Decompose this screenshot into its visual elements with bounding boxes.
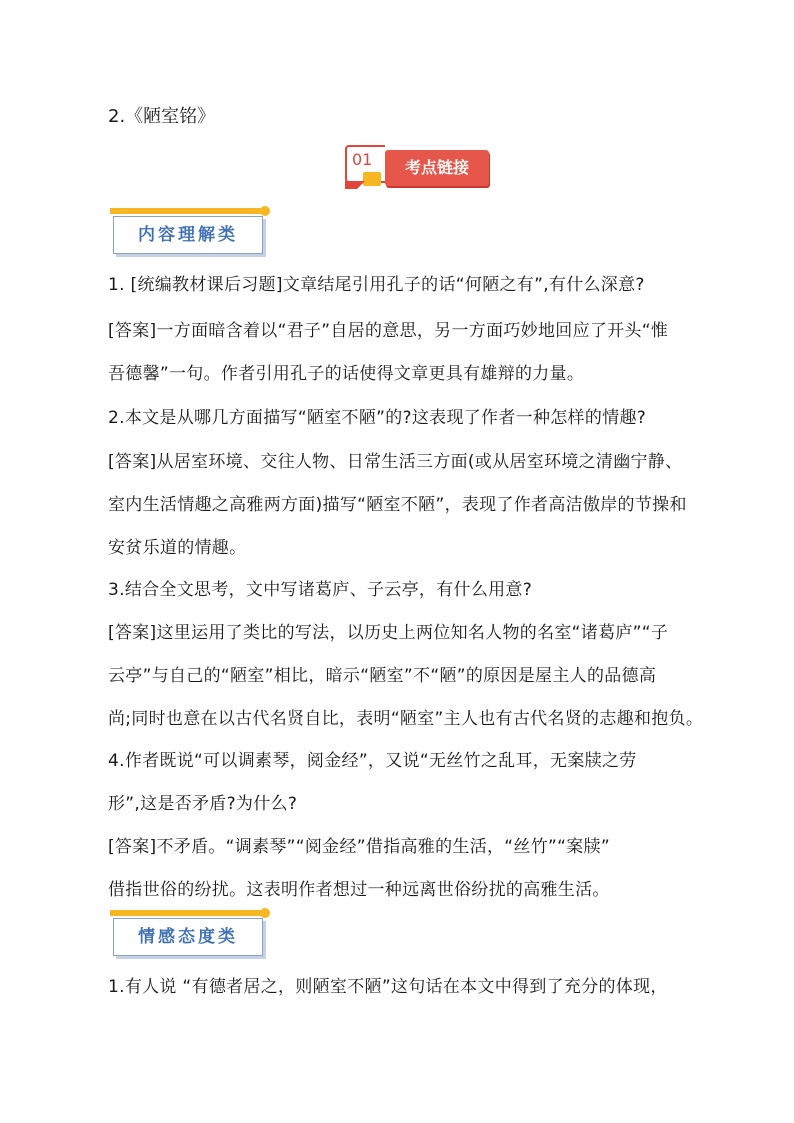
answer-4: [108, 826, 728, 912]
text-line: 3.结合全文思考，文中写诸葛庐、子云亭，有什么用意?: [108, 580, 533, 600]
question-4: [108, 740, 728, 826]
answer-1: [108, 310, 728, 396]
answer-3: [108, 612, 728, 741]
heading-label: 情感态度类: [138, 927, 238, 947]
badge-number: 01: [352, 150, 373, 169]
badge-label-box: [385, 150, 489, 186]
text-line: 1.有人说 “有德者居之，则陋室不陋”这句话在本文中得到了充分的体现，: [108, 977, 668, 997]
badge-tick-decoration: [363, 172, 381, 186]
heading-box: [113, 918, 263, 956]
text-line: 形”,这是否矛盾?为什么?: [108, 794, 298, 814]
heading-top-bar: [110, 910, 262, 916]
document-title: 2.《陋室铭》: [108, 106, 216, 127]
text-line: [答案]从居室环境、交往人物、日常生活三方面(或从居室环境之清幽宁静、: [108, 452, 683, 472]
text-line: 安贫乐道的情趣。: [108, 538, 247, 558]
emotion-question-1: [108, 966, 728, 1009]
heading-top-bar: [110, 208, 262, 214]
heading-label: 内容理解类: [138, 225, 238, 245]
text-line: 1. [统编教材课后习题]文章结尾引用孔子的话“何陋之有”,有什么深意?: [108, 275, 645, 295]
text-line: 吾德馨”一句。作者引用孔子的话使得文章更具有雄辩的力量。: [108, 364, 585, 384]
section-badge: [343, 143, 491, 195]
text-line: 云亭”与自己的“陋室”相比，暗示“陋室”不“陋”的原因是屋主人的品德高: [108, 666, 657, 686]
text-line: [答案]一方面暗含着以“君子”自居的意思，另一方面巧妙地回应了开头“惟: [108, 321, 669, 341]
text-line: 借指世俗的纷扰。这表明作者想过一种远离世俗纷扰的高雅生活。: [108, 880, 610, 900]
answer-2: [108, 441, 728, 570]
text-line: 2.本文是从哪几方面描写“陋室不陋”的?这表现了作者一种怎样的情趣?: [108, 408, 647, 428]
heading-dot: [260, 206, 270, 216]
heading-box: [113, 216, 263, 254]
section-heading-emotional-attitude: [110, 910, 270, 960]
text-line: [答案]不矛盾。“调素琴”“阅金经”借指高雅的生活，“丝竹”“案牍”: [108, 837, 610, 857]
section-heading-content-understanding: [110, 208, 270, 258]
text-line: 室内生活情趣之高雅两方面)描写“陋室不陋”，表现了作者高洁傲岸的节操和: [108, 495, 687, 515]
question-1: [108, 264, 728, 307]
text-line: 4.作者既说“可以调素琴，阅金经”，又说“无丝竹之乱耳，无案牍之劳: [108, 751, 637, 771]
question-3: [108, 569, 728, 612]
text-line: 尚;同时也意在以古代名贤自比，表明“陋室”主人也有古代名贤的志趣和抱负。: [108, 709, 704, 729]
heading-dot: [260, 908, 270, 918]
question-2: [108, 397, 728, 440]
badge-foot-decoration: [345, 181, 365, 189]
text-line: [答案]这里运用了类比的写法，以历史上两位知名人物的名室“诸葛庐”“子: [108, 623, 669, 643]
badge-label: 考点链接: [404, 158, 469, 177]
